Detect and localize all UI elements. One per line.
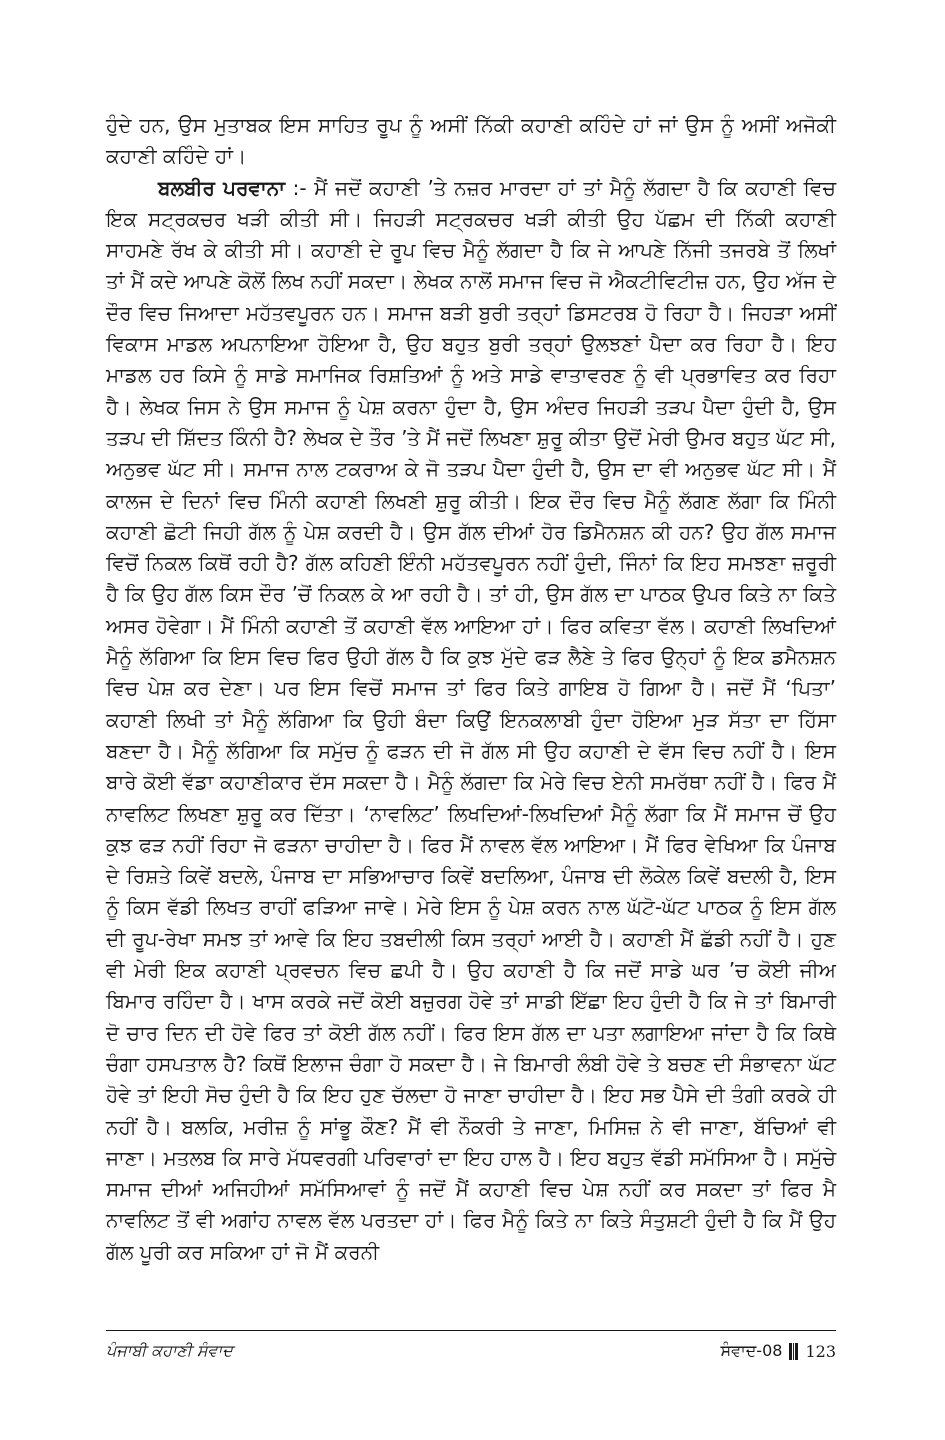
- opening-paragraph: ਹੁੰਦੇ ਹਨ, ਉਸ ਮੁਤਾਬਕ ਇਸ ਸਾਹਿਤ ਰੂਪ ਨੂੰ ਅਸੀਂ ਨਿੱਕੀ ਕਹਾਣੀ ਕਹਿੰਦੇ ਹਾਂ ਜਾਂ ਉਸ ਨੂੰ ਅਸੀਂ ਅਜੋਕੀ ਕਹਾਣੀ ਕਹਿੰਦੇ ਹਾਂ।: [106, 113, 836, 169]
- vertical-bars-icon: [789, 1343, 799, 1360]
- footer-divider: [106, 1330, 836, 1331]
- speaker-name: ਬਲਬੀਰ ਪਰਵਾਨਾ: [158, 175, 285, 200]
- page-footer: [106, 1338, 836, 1364]
- footer-page-info: [720, 1341, 836, 1361]
- publication-title: ਪੰਜਾਬੀ ਕਹਾਣੀ ਸੰਵਾਦ: [106, 1341, 233, 1360]
- page-body: [106, 110, 836, 1268]
- speaker-paragraph: [106, 173, 836, 1268]
- issue-label: ਸੰਵਾਦ-08: [720, 1341, 783, 1360]
- speaker-text: ਮੈਂ ਜਦੋਂ ਕਹਾਣੀ ’ਤੇ ਨਜ਼ਰ ਮਾਰਦਾ ਹਾਂ ਤਾਂ ਮੈਨੂੰ ਲੱਗਦਾ ਹੈ ਕਿ ਕਹਾਣੀ ਵਿਚ ਇਕ ਸਟ੍ਰਕਚਰ ਖੜੀ ਕੀਤੀ ਸੀ। ਜਿਹੜੀ ਸਟ੍ਰਕਚਰ ਖੜੀ ਕੀਤੀ ਉਹ ਪੱਛਮ ਦੀ ਨਿੱਕੀ ਕਹਾਣੀ ਸਾਹਮਣੇ ਰੱਖ ਕੇ ਕੀਤੀ ਸੀ। ਕਹਾਣੀ ਦੇ ਰੂਪ ਵਿਚ ਮੈਨੂੰ ਲੱਗਦਾ ਹੈ ਕਿ ਜੇ ਆਪਣੇ ਨਿੱਜੀ ਤਜਰਬੇ ਤੋਂ ਲਿਖਾਂ ਤਾਂ ਮੈਂ ਕਦੇ ਆਪਣੇ ਕੋਲੋਂ ਲਿਖ ਨਹੀਂ ਸਕਦਾ। ਲੇਖਕ ਨਾਲੋਂ ਸਮਾਜ ਵਿਚ ਜੋ ਐਕਟੀਵਿਟੀਜ਼ ਹਨ, ਉਹ ਅੱਜ ਦੇ ਦੌਰ ਵਿਚ ਜਿਆਦਾ ਮਹੱਤਵਪੂਰਨ ਹਨ। ਸਮਾਜ ਬੜੀ ਬੁਰੀ ਤਰ੍ਹਾਂ ਡਿਸਟਰਬ ਹੋ ਰਿਹਾ ਹੈ। ਜਿਹੜਾ ਅਸੀਂ ਵਿਕਾਸ ਮਾਡਲ ਅਪਨਾਇਆ ਹੋਇਆ ਹੈ, ਉਹ ਬਹੁਤ ਬੁਰੀ ਤਰ੍ਹਾਂ ਉਲਝਣਾਂ ਪੈਦਾ ਕਰ ਰਿਹਾ ਹੈ। ਇਹ ਮਾਡਲ ਹਰ ਕਿਸੇ ਨੂੰ ਸਾਡੇ ਸਮਾਜਿਕ ਰਿਸ਼ਤਿਆਂ ਨੂੰ ਅਤੇ ਸਾਡੇ ਵਾਤਾਵਰਣ ਨੂੰ ਵੀ ਪ੍ਰਭਾਵਿਤ ਕਰ ਰਿਹਾ ਹੈ। ਲੇਖਕ ਜਿਸ ਨੇ ਉਸ ਸਮਾਜ ਨੂੰ ਪੇਸ਼ ਕਰਨਾ ਹੁੰਦਾ ਹੈ, ਉਸ ਅੰਦਰ ਜਿਹੜੀ ਤੜਪ ਪੈਦਾ ਹੁੰਦੀ ਹੈ, ਉਸ ਤੜਪ ਦੀ ਸ਼ਿੱਦਤ ਕਿੰਨੀ ਹੈ? ਲੇਖਕ ਦੇ ਤੌਰ ’ਤੇ ਮੈਂ ਜਦੋਂ ਲਿਖਣਾ ਸ਼ੁਰੂ ਕੀਤਾ ਉਦੋਂ ਮੇਰੀ ਉਮਰ ਬਹੁਤ ਘੱਟ ਸੀ, ਅਨੁਭਵ ਘੱਟ ਸੀ। ਸਮਾਜ ਨਾਲ ਟਕਰਾਅ ਕੇ ਜੋ ਤੜਪ ਪੈਦਾ ਹੁੰਦੀ ਹੈ, ਉਸ ਦਾ ਵੀ ਅਨੁਭਵ ਘੱਟ ਸੀ। ਮੈਂ ਕਾਲਜ ਦੇ ਦਿਨਾਂ ਵਿਚ ਮਿੰਨੀ ਕਹਾਣੀ ਲਿਖਣੀ ਸ਼ੁਰੂ ਕੀਤੀ। ਇਕ ਦੌਰ ਵਿਚ ਮੈਨੂੰ ਲੱਗਣ ਲੱਗਾ ਕਿ ਮਿੰਨੀ ਕਹਾਣੀ ਛੋਟੀ ਜਿਹੀ ਗੱਲ ਨੂੰ ਪੇਸ਼ ਕਰਦੀ ਹੈ। ਉਸ ਗੱਲ ਦੀਆਂ ਹੋਰ ਡਿਮੈਨਸ਼ਨ ਕੀ ਹਨ? ਉਹ ਗੱਲ ਸਮਾਜ ਵਿਚੋਂ ਨਿਕਲ ਕਿਥੋਂ ਰਹੀ ਹੈ? ਗੱਲ ਕਹਿਣੀ ਇੰਨੀ ਮਹੱਤਵਪੂਰਨ ਨਹੀਂ ਹੁੰਦੀ, ਜਿੰਨਾਂ ਕਿ ਇਹ ਸਮਝਣਾ ਜ਼ਰੂਰੀ ਹੈ ਕਿ ਉਹ ਗੱਲ ਕਿਸ ਦੌਰ ’ਚੋਂ ਨਿਕਲ ਕੇ ਆ ਰਹੀ ਹੈ। ਤਾਂ ਹੀ, ਉਸ ਗੱਲ ਦਾ ਪਾਠਕ ਉਪਰ ਕਿਤੇ ਨਾ ਕਿਤੇ ਅਸਰ ਹੋਵੇਗਾ। ਮੈਂ ਮਿੰਨੀ ਕਹਾਣੀ ਤੋਂ ਕਹਾਣੀ ਵੱਲ ਆਇਆ ਹਾਂ। ਫਿਰ ਕਵਿਤਾ ਵੱਲ। ਕਹਾਣੀ ਲਿਖਦਿਆਂ ਮੈਨੂੰ ਲੱਗਿਆ ਕਿ ਇਸ ਵਿਚ ਫਿਰ ਉਹੀ ਗੱਲ ਹੈ ਕਿ ਕੁਝ ਮੁੱਦੇ ਫੜ ਲੈਣੇ ਤੇ ਫਿਰ ਉਨ੍ਹਾਂ ਨੂੰ ਇਕ ਡਮੈਨਸ਼ਨ ਵਿਚ ਪੇਸ਼ ਕਰ ਦੇਣਾ। ਪਰ ਇਸ ਵਿਚੋਂ ਸਮਾਜ ਤਾਂ ਫਿਰ ਕਿਤੇ ਗਾਇਬ ਹੋ ਗਿਆ ਹੈ। ਜਦੋਂ ਮੈਂ ‘ਪਿਤਾ’ ਕਹਾਣੀ ਲਿਖੀ ਤਾਂ ਮੈਨੂੰ ਲੱਗਿਆ ਕਿ ਉਹੀ ਬੰਦਾ ਕਿਉਂ ਇਨਕਲਾਬੀ ਹੁੰਦਾ ਹੋਇਆ ਮੁੜ ਸੱਤਾ ਦਾ ਹਿੱਸਾ ਬਣਦਾ ਹੈ। ਮੈਨੂੰ ਲੱਗਿਆ ਕਿ ਸਮੁੱਚ ਨੂੰ ਫੜਨ ਦੀ ਜੋ ਗੱਲ ਸੀ ਉਹ ਕਹਾਣੀ ਦੇ ਵੱਸ ਵਿਚ ਨਹੀਂ ਹੈ। ਇਸ ਬਾਰੇ ਕੋਈ ਵੱਡਾ ਕਹਾਣੀਕਾਰ ਦੱਸ ਸਕਦਾ ਹੈ। ਮੈਨੂੰ ਲੱਗਦਾ ਕਿ ਮੇਰੇ ਵਿਚ ਏਨੀ ਸਮਰੱਥਾ ਨਹੀਂ ਹੈ। ਫਿਰ ਮੈਂ ਨਾਵਲਿਟ ਲਿਖਣਾ ਸ਼ੁਰੂ ਕਰ ਦਿੱਤਾ। ‘ਨਾਵਲਿਟ’ ਲਿਖਦਿਆਂ-ਲਿਖਦਿਆਂ ਮੈਨੂੰ ਲੱਗਾ ਕਿ ਮੈਂ ਸਮਾਜ ਚੋਂ ਉਹ ਕੁਝ ਫੜ ਨਹੀਂ ਰਿਹਾ ਜੋ ਫੜਨਾ ਚਾਹੀਦਾ ਹੈ। ਫਿਰ ਮੈਂ ਨਾਵਲ ਵੱਲ ਆਇਆ। ਮੈਂ ਫਿਰ ਵੇਖਿਆ ਕਿ ਪੰਜਾਬ ਦੇ ਰਿਸ਼ਤੇ ਕਿਵੇਂ ਬਦਲੇ, ਪੰਜਾਬ ਦਾ ਸਭਿਆਚਾਰ ਕਿਵੇਂ ਬਦਲਿਆ, ਪੰਜਾਬ ਦੀ ਲੋਕੇਲ ਕਿਵੇਂ ਬਦਲੀ ਹੈ, ਇਸ ਨੂੰ ਕਿਸ ਵੱਡੀ ਲਿਖਤ ਰਾਹੀਂ ਫੜਿਆ ਜਾਵੇ। ਮੇਰੇ ਇਸ ਨੂੰ ਪੇਸ਼ ਕਰਨ ਨਾਲ ਘੱਟੋ-ਘੱਟ ਪਾਠਕ ਨੂੰ ਇਸ ਗੱਲ ਦੀ ਰੂਪ-ਰੇਖਾ ਸਮਝ ਤਾਂ ਆਵੇ ਕਿ ਇਹ ਤਬਦੀਲੀ ਕਿਸ ਤਰ੍ਹਾਂ ਆਈ ਹੈ। ਕਹਾਣੀ ਮੈਂ ਛੱਡੀ ਨਹੀਂ ਹੈ। ਹੁਣ ਵੀ ਮੇਰੀ ਇਕ ਕਹਾਣੀ ਪ੍ਰਵਚਨ ਵਿਚ ਛਪੀ ਹੈ। ਉਹ ਕਹਾਣੀ ਹੈ ਕਿ ਜਦੋਂ ਸਾਡੇ ਘਰ ’ਚ ਕੋਈ ਜੀਅ ਬਿਮਾਰ ਰਹਿੰਦਾ ਹੈ। ਖਾਸ ਕਰਕੇ ਜਦੋਂ ਕੋਈ ਬਜ਼ੁਰਗ ਹੋਵੇ ਤਾਂ ਸਾਡੀ ਇੱਛਾ ਇਹ ਹੁੰਦੀ ਹੈ ਕਿ ਜੇ ਤਾਂ ਬਿਮਾਰੀ ਦੋ ਚਾਰ ਦਿਨ ਦੀ ਹੋਵੇ ਫਿਰ ਤਾਂ ਕੋਈ ਗੱਲ ਨਹੀਂ। ਫਿਰ ਇਸ ਗੱਲ ਦਾ ਪਤਾ ਲਗਾਇਆ ਜਾਂਦਾ ਹੈ ਕਿ ਕਿਥੇ ਚੰਗਾ ਹਸਪਤਾਲ ਹੈ? ਕਿਥੋਂ ਇਲਾਜ ਚੰਗਾ ਹੋ ਸਕਦਾ ਹੈ। ਜੇ ਬਿਮਾਰੀ ਲੰਬੀ ਹੋਵੇ ਤੇ ਬਚਣ ਦੀ ਸੰਭਾਵਨਾ ਘੱਟ ਹੋਵੇ ਤਾਂ ਇਹੀ ਸੋਚ ਹੁੰਦੀ ਹੈ ਕਿ ਇਹ ਹੁਣ ਚੱਲਦਾ ਹੋ ਜਾਣਾ ਚਾਹੀਦਾ ਹੈ। ਇਹ ਸਭ ਪੈਸੇ ਦੀ ਤੰਗੀ ਕਰਕੇ ਹੀ ਨਹੀਂ ਹੈ। ਬਲਕਿ, ਮਰੀਜ਼ ਨੂੰ ਸਾਂਭੂ ਕੌਣ? ਮੈਂ ਵੀ ਨੌਕਰੀ ਤੇ ਜਾਣਾ, ਮਿਸਿਜ਼ ਨੇ ਵੀ ਜਾਣਾ, ਬੱਚਿਆਂ ਵੀ ਜਾਣਾ। ਮਤਲਬ ਕਿ ਸਾਰੇ ਮੱਧਵਰਗੀ ਪਰਿਵਾਰਾਂ ਦਾ ਇਹ ਹਾਲ ਹੈ। ਇਹ ਬਹੁਤ ਵੱਡੀ ਸਮੱਸਿਆ ਹੈ। ਸਮੁੱਚੇ ਸਮਾਜ ਦੀਆਂ ਅਜਿਹੀਆਂ ਸਮੱਸਿਆਵਾਂ ਨੂੰ ਜਦੋਂ ਮੈਂ ਕਹਾਣੀ ਵਿਚ ਪੇਸ਼ ਨਹੀਂ ਕਰ ਸਕਦਾ ਤਾਂ ਫਿਰ ਮੈ ਨਾਵਲਿਟ ਤੋਂ ਵੀ ਅਗਾਂਹ ਨਾਵਲ ਵੱਲ ਪਰਤਦਾ ਹਾਂ। ਫਿਰ ਮੈਨੂੰ ਕਿਤੇ ਨਾ ਕਿਤੇ ਸੰਤੁਸ਼ਟੀ ਹੁੰਦੀ ਹੈ ਕਿ ਮੈਂ ਉਹ ਗੱਲ ਪੂਰੀ ਕਰ ਸਕਿਆ ਹਾਂ ਜੋ ਮੈਂ ਕਰਨੀ: [106, 175, 836, 1264]
- page-number: 123: [805, 1341, 836, 1361]
- speaker-separator: :-: [284, 175, 315, 200]
